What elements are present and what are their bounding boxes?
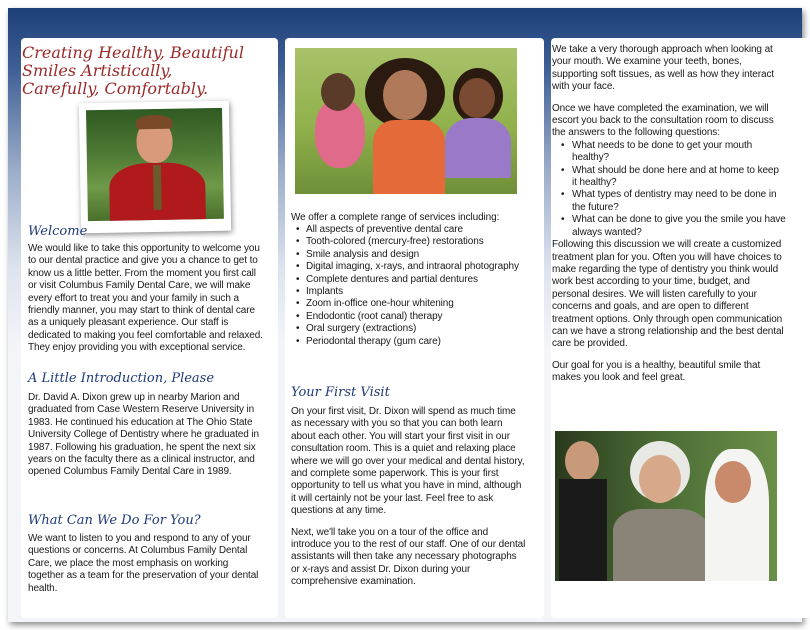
list-item: • All aspects of preventive dental care <box>291 224 526 236</box>
exam-text <box>552 44 786 385</box>
first-visit-text <box>291 406 527 589</box>
list-item: • Zoom in-office one-hour whitening <box>291 298 526 310</box>
list-item: • Implants <box>291 286 526 298</box>
list-item: • Oral surgery (extractions) <box>291 323 526 335</box>
intro-text: Dr. David A. Dixon grew up in nearby Marion and graduated from Case Western Reserve University in 1983. He continued his education at The Ohio State University College of Dentistry where he graduated in 1987. Following his graduation, he spent the next six years on the faculty there as a clinical instructor, and opened Columbus Family Dental Care in 1989. <box>28 392 259 478</box>
first-visit-paragraph-1: On your first visit, Dr. Dixon will spend as much time as necessary with you so that you can both learn about each other. You will start your first visit in our consultation room. This is a quiet and relaxing place where we will go over your medical and dental history, and complete some paperwork. This is your first opportunity to tell us what you have in mind, although it will certainly not be your last. Feel free to ask questions at any time. <box>291 406 525 517</box>
list-item: • Tooth-colored (mercury-free) restorations <box>291 236 526 248</box>
exam-paragraph-2: Once we have completed the examination, we will escort you back to the consultation room to discuss the answers to the following questions: <box>552 102 774 139</box>
list-item: • Periodontal therapy (gum care) <box>291 336 526 348</box>
services-list <box>291 224 526 348</box>
list-item: • What can be done to give you the smile you have always wanted? <box>552 214 786 239</box>
list-item: • What should be done here and at home to keep it healthy? <box>552 165 786 190</box>
dentist-photo-frame <box>79 101 231 234</box>
first-visit-paragraph-2: Next, we'll take you on a tour of the office and introduce you to the rest of our staff. One of our dental assistants will then take any necessary photographs or x-rays and assist Dr. Dixon during your comprehensive examination. <box>291 526 526 588</box>
goal-paragraph: Our goal for you is a healthy, beautiful smile that makes you look and feel great. <box>552 359 761 384</box>
questions-list <box>552 140 786 239</box>
welcome-heading: Welcome <box>28 224 88 239</box>
what-we-can-do-text: We want to listen to you and respond to any of your questions or concerns. At Columbus Family Dental Care, we place the most emphasis on working together as a team for the preservation of your dental health. <box>28 533 259 594</box>
what-we-can-do-heading: What Can We Do For You? <box>28 513 201 528</box>
wedding-photo <box>555 431 777 581</box>
list-item: • What needs to be done to get your mouth healthy? <box>552 140 786 165</box>
services-intro: We offer a complete range of services including: <box>291 212 500 223</box>
treatment-plan-paragraph: Following this discussion we will create a customized treatment plan for you. Often you will have choices to make regarding the type of dentistry you think would work best according to your time, budget, and personal desires. We will listen carefully to your concerns and goals, and are open to different treatment options. Only through open communication can we have a strong relationship and the best dental care be provided. <box>552 239 784 350</box>
family-photo <box>295 48 517 194</box>
dentist-photo <box>86 108 224 221</box>
list-item: • Complete dentures and partial dentures <box>291 274 526 286</box>
list-item: • Endodontic (root canal) therapy <box>291 311 526 323</box>
first-visit-heading: Your First Visit <box>291 385 390 400</box>
list-item: • Smile analysis and design <box>291 249 526 261</box>
welcome-text: We would like to take this opportunity to welcome you to our dental practice and give you a chance to get to know us a little better. From the moment you first call or visit Columbus Family Dental Care, we will make every effort to treat you and your family in such a friendly manner, you may start to think of dental care as a uniquely pleasant experience. Our staff is dedicated to making you feel comfortable and relaxed. They enjoy providing you with exceptional service. <box>28 243 263 354</box>
list-item: • What types of dentistry may need to be done in the future? <box>552 189 786 214</box>
intro-heading: A Little Introduction, Please <box>28 371 215 386</box>
tagline: Creating Healthy, Beautiful Smiles Artistically, Carefully, Comfortably. <box>22 43 244 98</box>
list-item: • Digital imaging, x-rays, and intraoral photography <box>291 261 526 273</box>
exam-paragraph-1: We take a very thorough approach when looking at your mouth. We examine your teeth, bones, supporting soft tissues, as well as how they interact with your face. <box>552 44 775 93</box>
